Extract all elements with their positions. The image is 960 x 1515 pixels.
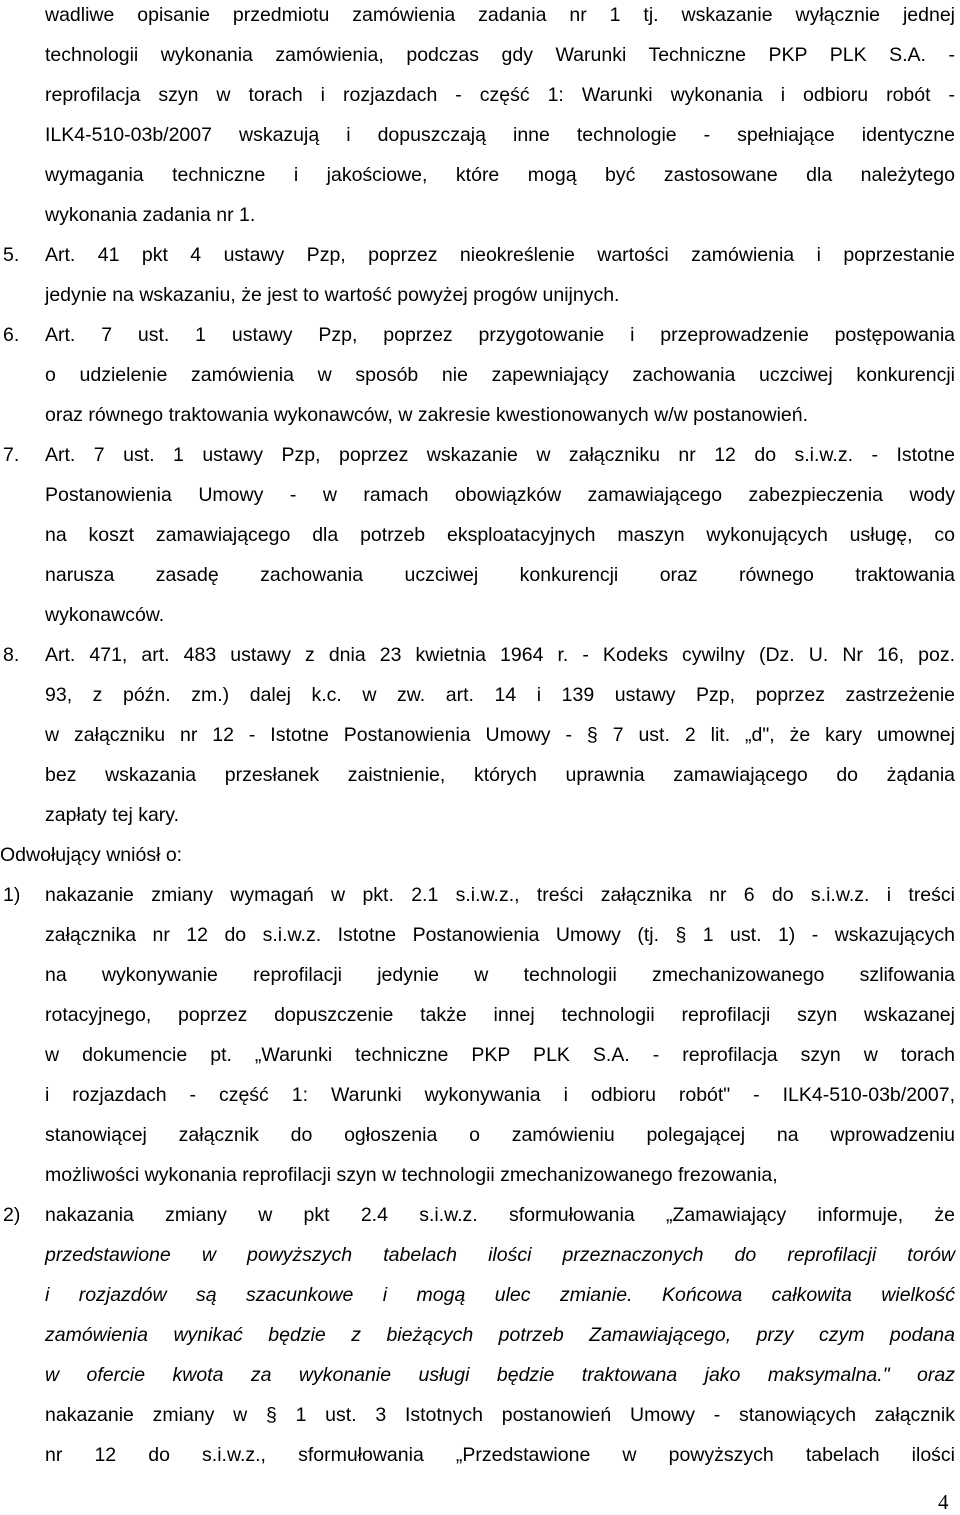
text-line: wykonawców. <box>45 604 165 626</box>
text-line: nr 12 do s.i.w.z., sformułowania „Przedstawione w powyższych tabelach ilości <box>45 1444 955 1466</box>
item-number: 6. <box>3 324 20 346</box>
text-line-italic: i rozjazdów są szacunkowe i mogą ulec zmianie. Końcowa całkowita wielkość <box>45 1284 955 1306</box>
text-line: oraz równego traktowania wykonawców, w zakresie kwestionowanych w/w postanowień. <box>45 404 809 426</box>
text-line: jedynie na wskazaniu, że jest to wartość powyżej progów unijnych. <box>45 284 620 306</box>
text-line: bez wskazania przesłanek zaistnienie, których uprawnia zamawiającego do żądania <box>45 764 955 786</box>
section-heading: Odwołujący wniósł o: <box>0 844 183 866</box>
text-line: Postanowienia Umowy - w ramach obowiązków zamawiającego zabezpieczenia wody <box>45 484 955 506</box>
text-line: narusza zasadę zachowania uczciwej konkurencji oraz równego traktowania <box>45 564 955 586</box>
text-line: stanowiącej załącznik do ogłoszenia o zamówieniu polegającej na wprowadzeniu <box>45 1124 955 1146</box>
text-line: Art. 7 ust. 1 ustawy Pzp, poprzez przygotowanie i przeprowadzenie postępowania <box>45 324 955 346</box>
item-number: 7. <box>3 444 20 466</box>
item-number: 5. <box>3 244 20 266</box>
text-line: technologii wykonania zamówienia, podczas gdy Warunki Techniczne PKP PLK S.A. - <box>45 44 955 66</box>
text-line: ILK4-510-03b/2007 wskazują i dopuszczają inne technologie - spełniające identyczne <box>45 124 955 146</box>
text-line: nakazania zmiany w pkt 2.4 s.i.w.z. sformułowania „Zamawiający informuje, że <box>45 1204 955 1226</box>
text-line: na koszt zamawiającego dla potrzeb eksploatacyjnych maszyn wykonujących usługę, co <box>45 524 955 546</box>
text-line-italic: przedstawione w powyższych tabelach ilości przeznaczonych do reprofilacji torów <box>45 1244 955 1266</box>
page-number: 4 <box>938 1490 949 1514</box>
text-line: nakazanie zmiany w § 1 ust. 3 Istotnych postanowień Umowy - stanowiących załącznik <box>45 1404 955 1426</box>
text-line: możliwości wykonania reprofilacji szyn w technologii zmechanizowanego frezowania, <box>45 1164 778 1186</box>
text-line: wykonania zadania nr 1. <box>45 204 256 226</box>
text-line: Art. 41 pkt 4 ustawy Pzp, poprzez nieokreślenie wartości zamówienia i poprzestanie <box>45 244 955 266</box>
text-line: zapłaty tej kary. <box>45 804 180 826</box>
text-line-italic: w ofercie kwota za wykonanie usługi będzie traktowana jako maksymalna." oraz <box>45 1364 955 1386</box>
text-line: wadliwe opisanie przedmiotu zamówienia zadania nr 1 tj. wskazanie wyłącznie jednej <box>45 4 955 26</box>
text-line: w załączniku nr 12 - Istotne Postanowienia Umowy - § 7 ust. 2 lit. „d", że kary umownej <box>45 724 955 746</box>
text-line: Art. 471, art. 483 ustawy z dnia 23 kwietnia 1964 r. - Kodeks cywilny (Dz. U. Nr 16, poz. <box>45 644 955 666</box>
item-number: 8. <box>3 644 20 666</box>
text-line: na wykonywanie reprofilacji jedynie w technologii zmechanizowanego szlifowania <box>45 964 955 986</box>
item-number: 1) <box>3 884 21 906</box>
text-line: rotacyjnego, poprzez dopuszczenie także innej technologii reprofilacji szyn wskazanej <box>45 1004 955 1026</box>
text-line-italic: zamówienia wynikać będzie z bieżących potrzeb Zamawiającego, przy czym podana <box>45 1324 955 1346</box>
text-line: nakazanie zmiany wymagań w pkt. 2.1 s.i.w.z., treści załącznika nr 6 do s.i.w.z. i treści <box>45 884 955 906</box>
text-line: załącznika nr 12 do s.i.w.z. Istotne Postanowienia Umowy (tj. § 1 ust. 1) - wskazujących <box>45 924 955 946</box>
text-line: reprofilacja szyn w torach i rozjazdach - część 1: Warunki wykonania i odbioru robót - <box>45 84 955 106</box>
text-line: i rozjazdach - część 1: Warunki wykonywania i odbioru robót" - ILK4-510-03b/2007, <box>45 1084 955 1106</box>
item-number: 2) <box>3 1204 21 1226</box>
text-line: w dokumencie pt. „Warunki techniczne PKP PLK S.A. - reprofilacja szyn w torach <box>45 1044 955 1066</box>
text-line: Art. 7 ust. 1 ustawy Pzp, poprzez wskazanie w załączniku nr 12 do s.i.w.z. - Istotne <box>45 444 955 466</box>
text-line: wymagania techniczne i jakościowe, które mogą być zastosowane dla należytego <box>45 164 955 186</box>
text-line: 93, z późn. zm.) dalej k.c. w zw. art. 14 i 139 ustawy Pzp, poprzez zastrzeżenie <box>45 684 955 706</box>
text-line: o udzielenie zamówienia w sposób nie zapewniający zachowania uczciwej konkurencji <box>45 364 955 386</box>
